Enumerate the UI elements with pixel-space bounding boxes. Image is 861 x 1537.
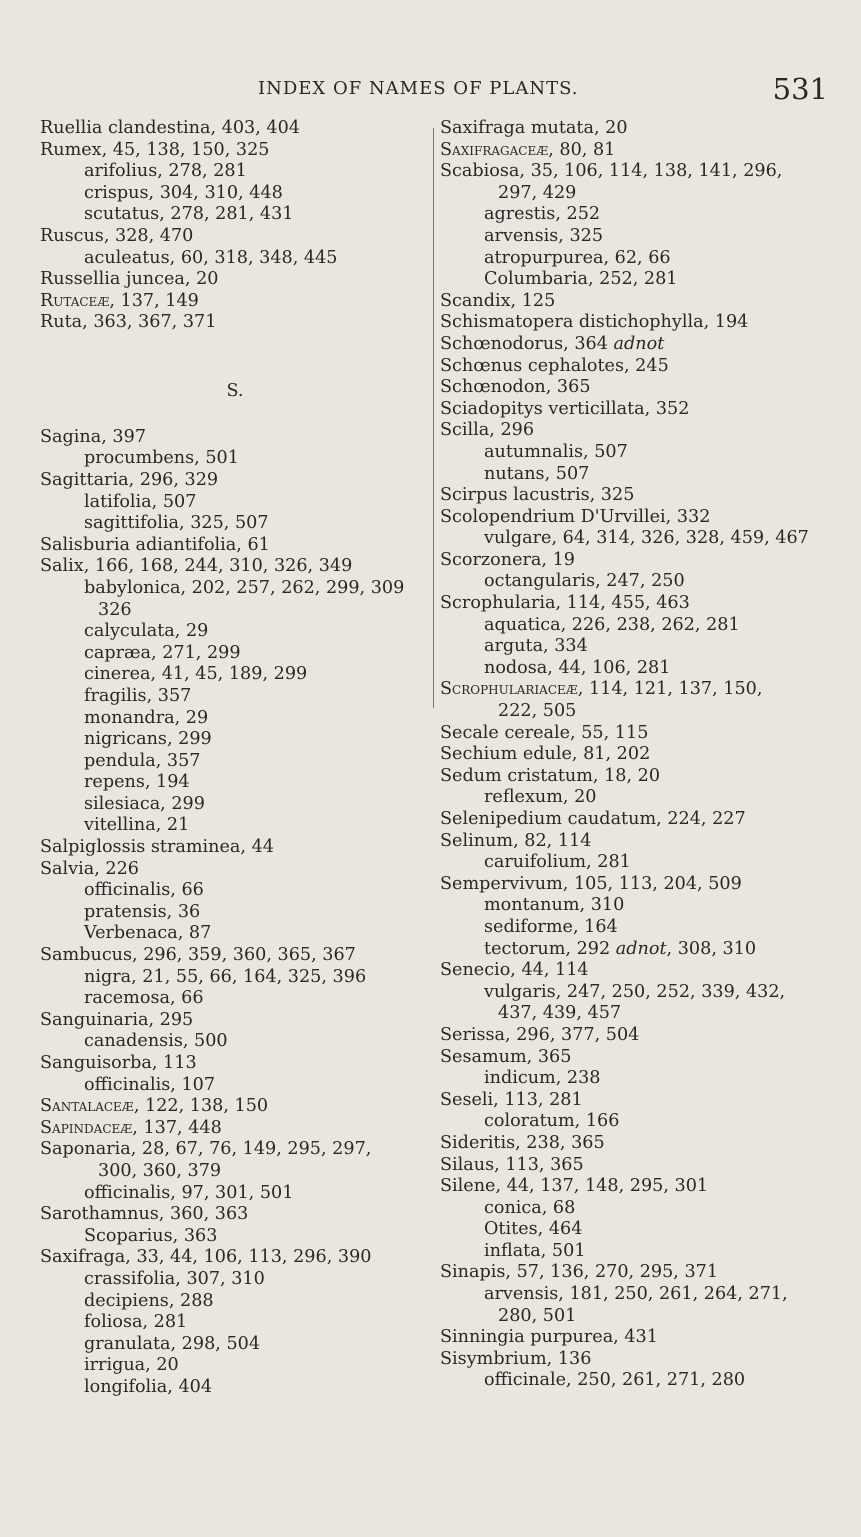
index-subentry — [40, 686, 430, 708]
index-entry — [440, 1047, 840, 1069]
index-subentry — [40, 1355, 430, 1377]
index-subentry — [440, 1198, 840, 1220]
entry-text: Scolopendrium D'Urvillei, 332 — [440, 506, 711, 527]
entry-text: Scorzonera, 19 — [440, 549, 575, 570]
index-subentry — [40, 794, 430, 816]
index-subentry — [440, 1370, 840, 1392]
index-subentry — [40, 1161, 430, 1183]
index-entry — [440, 723, 840, 745]
entry-text: Sisymbrium, 136 — [440, 1348, 592, 1369]
entry-text: Columbaria, 252, 281 — [484, 269, 678, 290]
entry-text: Salvia, 226 — [40, 858, 139, 879]
index-subentry — [40, 1312, 430, 1334]
index-entry — [440, 831, 840, 853]
entry-text: Schœnus cephalotes, 245 — [440, 355, 669, 376]
entry-text: Scabiosa, 35, 106, 114, 138, 141, 296, — [440, 161, 783, 182]
index-subentry — [440, 1068, 840, 1090]
entry-text: arvensis, 181, 250, 261, 264, 271, — [484, 1284, 788, 1305]
index-entry — [40, 1053, 430, 1075]
index-entry — [440, 291, 840, 313]
entry-text: Sesamum, 365 — [440, 1046, 572, 1067]
entry-text: aculeatus, 60, 318, 348, 445 — [84, 247, 338, 268]
index-subentry — [40, 183, 430, 205]
index-subentry — [440, 248, 840, 270]
index-subentry — [440, 464, 840, 486]
index-subentry — [40, 988, 430, 1010]
index-entry — [440, 399, 840, 421]
entry-text: Verbenaca, 87 — [84, 923, 212, 944]
index-entry — [440, 140, 840, 162]
index-subentry — [440, 571, 840, 593]
index-subentry — [440, 1284, 840, 1306]
index-subentry — [40, 880, 430, 902]
index-entry — [40, 556, 430, 578]
entry-text: arvensis, 325 — [484, 225, 604, 246]
index-subentry — [440, 1306, 840, 1328]
entry-text: pratensis, 36 — [84, 901, 201, 922]
index-subentry — [440, 982, 840, 1004]
entry-text: decipiens, 288 — [84, 1290, 214, 1311]
index-subentry — [40, 1031, 430, 1053]
index-subentry — [40, 248, 430, 270]
index-entry — [440, 550, 840, 572]
entry-text: 437, 439, 457 — [498, 1003, 622, 1024]
entry-text: montanum, 310 — [484, 895, 625, 916]
index-subentry — [40, 513, 430, 535]
entry-text: calyculata, 29 — [84, 621, 209, 642]
entry-annotation: adnot — [613, 333, 665, 354]
index-entry — [440, 809, 840, 831]
entry-text: Saxifragaceæ, 80, 81 — [440, 139, 616, 160]
entry-text: officinale, 250, 261, 271, 280 — [484, 1370, 746, 1391]
entry-text: Sciadopitys verticillata, 352 — [440, 398, 690, 419]
entry-text: reflexum, 20 — [484, 787, 597, 808]
index-subentry — [40, 448, 430, 470]
entry-text: pendula, 357 — [84, 750, 201, 771]
entry-text: canadensis, 500 — [84, 1031, 228, 1052]
entry-text: caruifolium, 281 — [484, 852, 631, 873]
page-number: 531 — [772, 72, 828, 106]
entry-text: Selinum, 82, 114 — [440, 830, 592, 851]
index-entry — [440, 1176, 840, 1198]
index-entry — [40, 269, 430, 291]
entry-text: octangularis, 247, 250 — [484, 571, 685, 592]
entry-text: Ruta, 363, 367, 371 — [40, 312, 217, 333]
index-subentry — [440, 939, 840, 961]
entry-text: Russellia juncea, 20 — [40, 269, 219, 290]
running-title: INDEX OF NAMES OF PLANTS. — [258, 78, 579, 99]
index-entry — [40, 140, 430, 162]
entry-text: capræa, 271, 299 — [84, 642, 241, 663]
entry-text: Sambucus, 296, 359, 360, 365, 367 — [40, 945, 356, 966]
entry-text: Rumex, 45, 138, 150, 325 — [40, 139, 270, 160]
entry-text: Silaus, 113, 365 — [440, 1154, 584, 1175]
entry-text: granulata, 298, 504 — [84, 1333, 261, 1354]
entry-text: Sechium edule, 81, 202 — [440, 744, 651, 765]
entry-text: inflata, 501 — [484, 1240, 586, 1261]
entry-text: nigra, 21, 55, 66, 164, 325, 396 — [84, 966, 367, 987]
index-entry — [440, 874, 840, 896]
entry-text: Sempervivum, 105, 113, 204, 509 — [440, 873, 742, 894]
entry-text: Sinapis, 57, 136, 270, 295, 371 — [440, 1262, 719, 1283]
column-divider — [433, 128, 434, 708]
index-entry — [440, 485, 840, 507]
index-entry — [440, 1349, 840, 1371]
entry-text: nutans, 507 — [484, 463, 590, 484]
entry-text: Sinningia purpurea, 431 — [440, 1327, 658, 1348]
index-subentry — [40, 1377, 430, 1399]
index-subentry — [40, 708, 430, 730]
entry-text: Scoparius, 363 — [84, 1225, 218, 1246]
index-subentry — [40, 815, 430, 837]
entry-text: Schœnodorus, 364 — [440, 333, 608, 354]
index-subentry — [40, 492, 430, 514]
index-entry — [440, 312, 840, 334]
index-subentry — [440, 917, 840, 939]
index-subentry — [440, 183, 840, 205]
index-entry — [440, 766, 840, 788]
entry-text: Scrophularia, 114, 455, 463 — [440, 593, 690, 614]
entry-text: crispus, 304, 310, 448 — [84, 182, 283, 203]
entry-text: autumnalis, 507 — [484, 441, 628, 462]
index-column-left — [40, 118, 430, 1399]
index-subentry — [40, 967, 430, 989]
entry-text: vulgaris, 247, 250, 252, 339, 432, — [484, 981, 786, 1002]
entry-text: Ruellia clandestina, 403, 404 — [40, 118, 301, 138]
entry-text: Sagittaria, 296, 329 — [40, 469, 219, 490]
index-subentry — [440, 442, 840, 464]
entry-text: Scandix, 125 — [440, 290, 556, 311]
index-subentry — [440, 1111, 840, 1133]
entry-text: babylonica, 202, 257, 262, 299, 309 — [84, 577, 405, 598]
entry-text: 326 — [98, 599, 132, 620]
index-subentry — [40, 923, 430, 945]
entry-text: officinalis, 66 — [84, 880, 204, 901]
entry-text: Senecio, 44, 114 — [440, 960, 589, 981]
index-subentry — [40, 729, 430, 751]
entry-text: Seseli, 113, 281 — [440, 1089, 583, 1110]
index-subentry — [40, 1269, 430, 1291]
index-entry — [440, 1133, 840, 1155]
index-subentry — [40, 902, 430, 924]
entry-text: Sagina, 397 — [40, 426, 147, 447]
entry-text: Saponaria, 28, 67, 76, 149, 295, 297, — [40, 1139, 372, 1160]
index-entry — [440, 1025, 840, 1047]
index-entry — [40, 312, 430, 334]
index-entry — [40, 837, 430, 859]
index-subentry — [440, 528, 840, 550]
entry-text: Schœnodon, 365 — [440, 377, 591, 398]
index-entry — [40, 1096, 430, 1118]
index-entry — [440, 1262, 840, 1284]
entry-text: Selenipedium caudatum, 224, 227 — [440, 809, 746, 829]
entry-text: coloratum, 166 — [484, 1111, 620, 1132]
entry-text: Otites, 464 — [484, 1219, 583, 1240]
index-entry — [440, 744, 840, 766]
index-subentry — [40, 643, 430, 665]
entry-text: silesiaca, 299 — [84, 793, 205, 814]
index-subentry — [40, 600, 430, 622]
entry-text: longifolia, 404 — [84, 1376, 213, 1397]
index-subentry — [440, 787, 840, 809]
entry-text: Sanguinaria, 295 — [40, 1009, 194, 1030]
entry-text: Secale cereale, 55, 115 — [440, 722, 649, 743]
entry-text: 300, 360, 379 — [98, 1160, 222, 1181]
entry-text: arifolius, 278, 281 — [84, 161, 247, 182]
entry-text: agrestis, 252 — [484, 204, 601, 225]
entry-text: officinalis, 97, 301, 501 — [84, 1182, 294, 1203]
index-subentry — [440, 852, 840, 874]
entry-text: vulgare, 64, 314, 326, 328, 459, 467 — [484, 528, 809, 549]
index-subentry — [40, 1226, 430, 1248]
index-entry — [40, 226, 430, 248]
entry-text: Silene, 44, 137, 148, 295, 301 — [440, 1176, 709, 1197]
index-subentry — [440, 269, 840, 291]
entry-text: fragilis, 357 — [84, 685, 192, 706]
index-entry — [440, 1090, 840, 1112]
entry-text: S. — [226, 381, 244, 402]
entry-text: atropurpurea, 62, 66 — [484, 247, 671, 268]
entry-annotation: adnot — [615, 938, 667, 959]
index-subentry — [440, 1003, 840, 1025]
entry-text: Schismatopera distichophylla, 194 — [440, 312, 749, 333]
entry-text: sediforme, 164 — [484, 916, 618, 937]
index-entry — [440, 679, 840, 701]
entry-text: 280, 501 — [498, 1305, 577, 1326]
index-entry — [40, 1139, 430, 1161]
entry-text: nigricans, 299 — [84, 729, 212, 750]
index-entry — [40, 1247, 430, 1269]
entry-text: Santalaceæ, 122, 138, 150 — [40, 1096, 269, 1117]
index-subentry — [40, 751, 430, 773]
entry-text: Serissa, 296, 377, 504 — [440, 1024, 640, 1045]
index-subentry — [440, 895, 840, 917]
entry-text: Ruscus, 328, 470 — [40, 225, 194, 246]
entry-text: Rutaceæ, 137, 149 — [40, 290, 199, 311]
index-entry — [440, 118, 840, 140]
entry-text: procumbens, 501 — [84, 448, 239, 469]
entry-text: arguta, 334 — [484, 636, 588, 657]
index-subentry — [440, 204, 840, 226]
entry-text: Sideritis, 238, 365 — [440, 1132, 605, 1153]
entry-text: Scilla, 296 — [440, 420, 535, 441]
index-entry — [40, 1010, 430, 1032]
entry-text: crassifolia, 307, 310 — [84, 1268, 265, 1289]
index-column-right — [440, 118, 840, 1392]
index-subentry — [40, 161, 430, 183]
entry-text: cinerea, 41, 45, 189, 299 — [84, 664, 308, 685]
entry-text: 297, 429 — [498, 182, 577, 203]
entry-text: conica, 68 — [484, 1197, 576, 1218]
index-entry — [40, 859, 430, 881]
entry-text: foliosa, 281 — [84, 1312, 188, 1333]
index-entry — [440, 377, 840, 399]
index-subentry — [40, 621, 430, 643]
entry-text: Salix, 166, 168, 244, 310, 326, 349 — [40, 556, 353, 577]
index-entry — [440, 1155, 840, 1177]
index-entry — [40, 118, 430, 140]
entry-text: repens, 194 — [84, 772, 190, 793]
entry-text: Saxifraga, 33, 44, 106, 113, 296, 390 — [40, 1247, 372, 1268]
entry-text: sagittifolia, 325, 507 — [84, 513, 269, 534]
entry-text: nodosa, 44, 106, 281 — [484, 657, 671, 678]
section-heading — [40, 381, 430, 403]
entry-text: Sedum cristatum, 18, 20 — [440, 765, 661, 786]
entry-text: monandra, 29 — [84, 707, 209, 728]
index-subentry — [440, 658, 840, 680]
entry-text: vitellina, 21 — [84, 815, 190, 836]
index-entry — [440, 334, 840, 356]
index-entry — [40, 1204, 430, 1226]
entry-text: Saxifraga mutata, 20 — [440, 118, 628, 138]
index-subentry — [440, 701, 840, 723]
index-subentry — [440, 226, 840, 248]
index-subentry — [40, 664, 430, 686]
index-entry — [440, 593, 840, 615]
entry-text: Sarothamnus, 360, 363 — [40, 1204, 249, 1225]
index-subentry — [40, 204, 430, 226]
index-subentry — [440, 615, 840, 637]
index-subentry — [440, 1241, 840, 1263]
entry-text: Salisburia adiantifolia, 61 — [40, 534, 270, 555]
entry-text: aquatica, 226, 238, 262, 281 — [484, 614, 740, 635]
entry-text: Scrophulariaceæ, 114, 121, 137, 150, — [440, 679, 763, 700]
index-entry — [40, 1118, 430, 1140]
index-subentry — [440, 1219, 840, 1241]
index-entry — [40, 470, 430, 492]
entry-text: tectorum, 292 — [484, 938, 611, 959]
section-gap — [40, 403, 430, 427]
index-subentry — [40, 578, 430, 600]
page-header — [0, 72, 861, 112]
index-subentry — [440, 636, 840, 658]
entry-text: scutatus, 278, 281, 431 — [84, 204, 294, 225]
index-entry — [440, 1327, 840, 1349]
entry-text: Salpiglossis straminea, 44 — [40, 837, 274, 858]
entry-text: Sanguisorba, 113 — [40, 1053, 197, 1074]
index-subentry — [40, 772, 430, 794]
index-entry — [40, 535, 430, 557]
entry-text: latifolia, 507 — [84, 491, 197, 512]
section-gap — [40, 334, 430, 382]
index-subentry — [40, 1075, 430, 1097]
index-entry — [440, 420, 840, 442]
index-entry — [440, 960, 840, 982]
index-entry — [440, 507, 840, 529]
index-entry — [440, 356, 840, 378]
index-subentry — [40, 1183, 430, 1205]
entry-text: irrigua, 20 — [84, 1355, 179, 1376]
entry-text: indicum, 238 — [484, 1068, 601, 1089]
index-subentry — [40, 1334, 430, 1356]
entry-text: Scirpus lacustris, 325 — [440, 485, 635, 506]
index-entry — [440, 161, 840, 183]
index-entry — [40, 945, 430, 967]
entry-text: 222, 505 — [498, 701, 577, 722]
index-entry — [40, 291, 430, 313]
entry-tail: , 308, 310 — [666, 938, 757, 959]
entry-text: Sapindaceæ, 137, 448 — [40, 1117, 222, 1138]
entry-text: racemosa, 66 — [84, 988, 204, 1009]
index-subentry — [40, 1291, 430, 1313]
index-entry — [40, 427, 430, 449]
entry-text: officinalis, 107 — [84, 1074, 216, 1095]
